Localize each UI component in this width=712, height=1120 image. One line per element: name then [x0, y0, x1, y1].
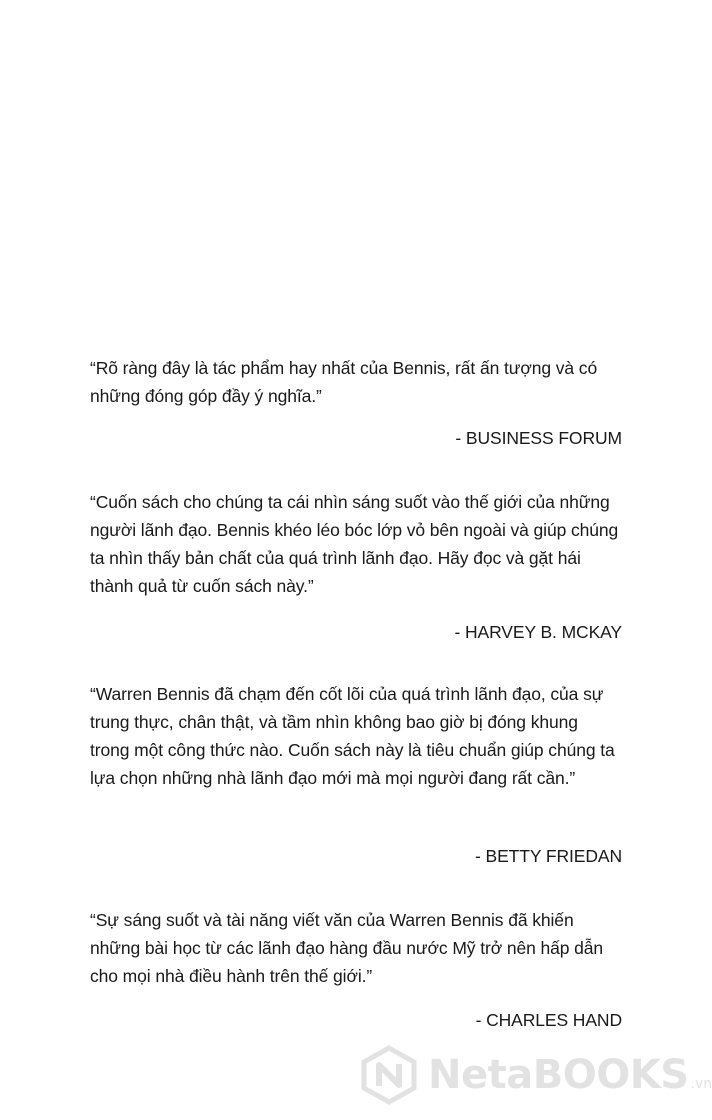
watermark — [360, 1042, 712, 1108]
quote-text: “Cuốn sách cho chúng ta cái nhìn sáng suốt vào thế giới của những người lãnh đạo. Bennis khéo léo bóc lớp vỏ bên ngoài và giúp chúng ta nhìn thấy bản chất của quá trình lãnh đạo. Hãy đọc và gặt hái thành quả từ cuốn sách này.” — [90, 492, 619, 596]
quote-author: - BETTY FRIEDAN — [475, 846, 622, 866]
quote-author: - CHARLES HAND — [475, 1010, 622, 1030]
watermark-suffix: .vn — [690, 1076, 712, 1092]
quote-author: - BUSINESS FORUM — [455, 428, 622, 448]
quote-text: “Warren Bennis đã chạm đến cốt lõi của quá trình lãnh đạo, của sự trung thực, chân thật, và tầm nhìn không bao giờ bị đóng khung trong một công thức nào. Cuốn sách này là tiêu chuẩn giúp chúng ta lựa chọn những nhà lãnh đạo mới mà mọi người đang rất cần.” — [90, 684, 615, 788]
watermark-brand: NetaBOOKS — [428, 1052, 689, 1098]
quote-author: - HARVEY B. MCKAY — [454, 622, 622, 642]
quote-text: “Sự sáng suốt và tài năng viết văn của Warren Bennis đã khiến những bài học từ các lãnh đạo hàng đầu nước Mỹ trở nên hấp dẫn cho mọi nhà điều hành trên thế giới.” — [90, 910, 604, 986]
netabooks-n-logo-icon — [360, 1046, 418, 1104]
quote-text: “Rõ ràng đây là tác phẩm hay nhất của Bennis, rất ấn tượng và có những đóng góp đầy ý nghĩa.” — [90, 358, 598, 406]
